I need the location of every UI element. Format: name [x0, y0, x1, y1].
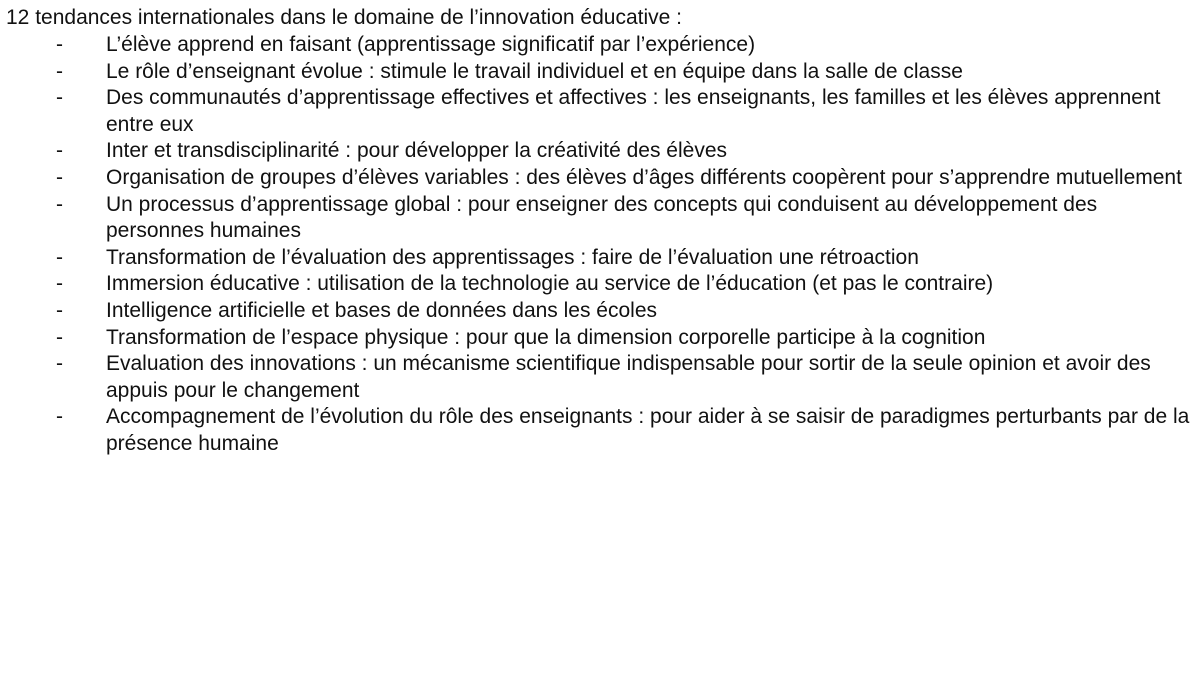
list-item — [6, 138, 1200, 165]
dash-bullet: - — [56, 405, 63, 429]
list-item-text: L’élève apprend en faisant (apprentissage significatif par l’expérience) — [106, 33, 756, 56]
dash-bullet: - — [56, 59, 63, 83]
list-item — [6, 245, 1200, 272]
list-heading: 12 tendances internationales dans le domaine de l’innovation éducative : — [6, 6, 682, 29]
list-item-text: Un processus d’apprentissage global : pour enseigner des concepts qui conduisent au développement des personnes humaines — [106, 192, 1098, 243]
list-item — [6, 404, 1200, 457]
list-item-text: Immersion éducative : utilisation de la technologie au service de l’éducation (et pas le contraire) — [106, 272, 994, 296]
list-item — [6, 85, 1200, 138]
list-item-text: Evaluation des innovations : un mécanisme scientifique indispensable pour sortir de la seule opinion et avoir des appuis pour le changement — [106, 352, 1151, 402]
list-item — [6, 32, 1200, 59]
list-item — [6, 271, 1200, 298]
dash-bullet: - — [56, 192, 63, 216]
list-item — [6, 192, 1200, 245]
list-item — [6, 165, 1200, 192]
dash-bullet: - — [56, 325, 63, 349]
dash-bullet: - — [56, 33, 63, 56]
trend-list — [6, 32, 1200, 458]
list-item — [6, 325, 1200, 352]
dash-bullet: - — [56, 86, 63, 110]
list-item-text: Intelligence artificielle et bases de données dans les écoles — [106, 298, 658, 322]
list-item-text: Inter et transdisciplinarité : pour développer la créativité des élèves — [106, 139, 727, 163]
list-item-text: Organisation de groupes d’élèves variables : des élèves d’âges différents coopèrent pour s’apprendre mutuellement — [106, 165, 1182, 189]
dash-bullet: - — [56, 165, 63, 189]
dash-bullet: - — [56, 298, 63, 322]
dash-bullet: - — [56, 352, 63, 376]
list-item — [6, 298, 1200, 325]
dash-bullet: - — [56, 272, 63, 296]
list-item-text: Accompagnement de l’évolution du rôle des enseignants : pour aider à se saisir de paradigmes perturbants par de la présence humaine — [106, 405, 1190, 455]
list-item-text: Le rôle d’enseignant évolue : stimule le travail individuel et en équipe dans la salle de classe — [106, 59, 963, 83]
list-item-text: Transformation de l’évaluation des apprentissages : faire de l’évaluation une rétroaction — [106, 245, 919, 269]
list-item — [6, 59, 1200, 86]
dash-bullet: - — [56, 139, 63, 163]
list-item-text: Transformation de l’espace physique : pour que la dimension corporelle participe à la cognition — [106, 325, 986, 349]
list-item — [6, 351, 1200, 404]
dash-bullet: - — [56, 245, 63, 269]
list-item-text: Des communautés d’apprentissage effectives et affectives : les enseignants, les familles et les élèves apprennent entre eux — [106, 86, 1161, 136]
